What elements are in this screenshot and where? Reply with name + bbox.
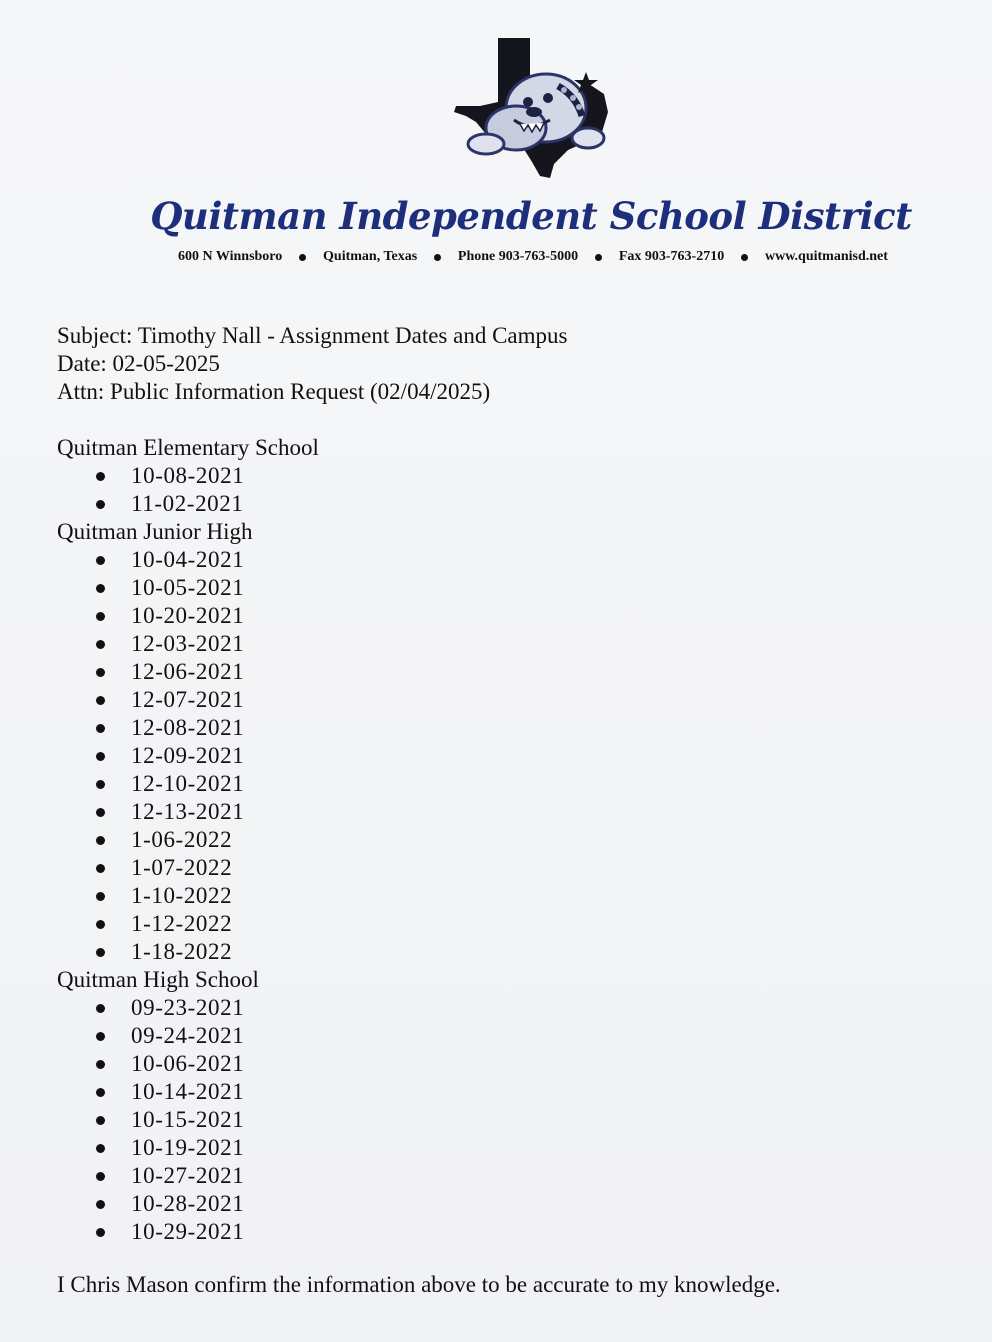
assignment-date: 12-10-2021 <box>131 771 245 796</box>
school-section-high-school <box>57 966 957 1246</box>
date-list-item <box>57 1134 957 1162</box>
date-list-item <box>57 1190 957 1218</box>
date-list-item <box>57 742 957 770</box>
bullet-icon <box>96 808 105 817</box>
date-list <box>57 546 957 966</box>
assignment-date: 11-02-2021 <box>131 491 244 516</box>
date-list <box>57 462 957 518</box>
bullet-icon <box>96 1088 105 1097</box>
confirmation-statement: I Chris Mason confirm the information above to be accurate to my knowledge. <box>57 1272 781 1297</box>
date-list-item <box>57 770 957 798</box>
date-list-item <box>57 658 957 686</box>
assignment-date: 09-24-2021 <box>131 1023 245 1048</box>
bullet-icon <box>96 1144 105 1153</box>
school-section-elementary <box>57 434 957 518</box>
bullet-icon <box>96 1172 105 1181</box>
bullet-icon <box>96 948 105 957</box>
district-website: www.quitmanisd.net <box>764 249 888 264</box>
bullet-icon <box>96 1032 105 1041</box>
texas-bulldog-logo-icon <box>446 36 616 178</box>
assignment-date: 12-13-2021 <box>131 799 245 824</box>
date-list-item <box>57 994 957 1022</box>
date-list-item <box>57 602 957 630</box>
bullet-icon <box>96 640 105 649</box>
bullet-icon <box>96 584 105 593</box>
assignment-date: 1-10-2022 <box>131 883 233 908</box>
date-list-item <box>57 1218 957 1246</box>
separator-dot-icon <box>595 254 602 261</box>
bullet-icon <box>96 1228 105 1237</box>
date-list-item <box>57 714 957 742</box>
assignment-date: 10-28-2021 <box>131 1191 245 1216</box>
assignment-date: 1-12-2022 <box>131 911 233 936</box>
assignment-date: 10-27-2021 <box>131 1163 245 1188</box>
assignment-date: 12-09-2021 <box>131 743 245 768</box>
subject-line: Subject: Timothy Nall - Assignment Dates and Campus <box>57 323 568 348</box>
bullet-icon <box>96 1116 105 1125</box>
date-list-item <box>57 630 957 658</box>
date-list-item <box>57 1078 957 1106</box>
bullet-icon <box>96 864 105 873</box>
letter-body <box>57 322 957 1246</box>
attn-line: Attn: Public Information Request (02/04/2025) <box>57 379 491 404</box>
bullet-icon <box>96 920 105 929</box>
bullet-icon <box>96 836 105 845</box>
date-list-item <box>57 882 957 910</box>
assignment-date: 10-14-2021 <box>131 1079 245 1104</box>
assignment-date: 12-03-2021 <box>131 631 245 656</box>
assignment-date: 12-07-2021 <box>131 687 245 712</box>
bullet-icon <box>96 724 105 733</box>
date-list-item <box>57 910 957 938</box>
assignment-date: 10-04-2021 <box>131 547 245 572</box>
assignment-date: 10-06-2021 <box>131 1051 245 1076</box>
spacer <box>57 406 957 434</box>
assignment-date: 10-29-2021 <box>131 1219 245 1244</box>
assignment-date: 09-23-2021 <box>131 995 245 1020</box>
school-heading: Quitman Elementary School <box>57 435 319 460</box>
assignment-date: 10-15-2021 <box>131 1107 245 1132</box>
assignment-date: 1-18-2022 <box>131 939 233 964</box>
assignment-date: 10-08-2021 <box>131 463 245 488</box>
assignment-date: 10-20-2021 <box>131 603 245 628</box>
assignment-date: 10-05-2021 <box>131 575 245 600</box>
bullet-icon <box>96 1200 105 1209</box>
separator-dot-icon <box>741 254 748 261</box>
date-list <box>57 994 957 1246</box>
date-list-item <box>57 798 957 826</box>
date-list-item <box>57 546 957 574</box>
bullet-icon <box>96 556 105 565</box>
date-list-item <box>57 462 957 490</box>
date-list-item <box>57 574 957 602</box>
assignment-date: 10-19-2021 <box>131 1135 245 1160</box>
date-list-item <box>57 1106 957 1134</box>
date-list-item <box>57 490 957 518</box>
district-city: Quitman, Texas <box>323 249 418 264</box>
school-heading: Quitman High School <box>57 967 259 992</box>
bullet-icon <box>96 1060 105 1069</box>
assignment-date: 1-06-2022 <box>131 827 233 852</box>
date-list-item <box>57 854 957 882</box>
district-name: Quitman Independent School District <box>150 194 912 238</box>
bullet-icon <box>96 472 105 481</box>
bullet-icon <box>96 780 105 789</box>
date-list-item <box>57 938 957 966</box>
assignment-date: 1-07-2022 <box>131 855 233 880</box>
bullet-icon <box>96 612 105 621</box>
bullet-icon <box>96 752 105 761</box>
separator-dot-icon <box>299 254 306 261</box>
date-list-item <box>57 826 957 854</box>
letterhead <box>0 0 992 280</box>
bullet-icon <box>96 500 105 509</box>
school-section-junior-high <box>57 518 957 966</box>
date-line: Date: 02-05-2025 <box>57 351 220 376</box>
district-address: 600 N Winnsboro <box>178 249 283 264</box>
date-list-item <box>57 1050 957 1078</box>
bullet-icon <box>96 892 105 901</box>
separator-dot-icon <box>434 254 441 261</box>
bullet-icon <box>96 696 105 705</box>
date-list-item <box>57 1162 957 1190</box>
district-phone: Phone 903-763-5000 <box>457 249 579 264</box>
contact-line <box>178 247 888 267</box>
date-list-item <box>57 686 957 714</box>
date-list-item <box>57 1022 957 1050</box>
assignment-date: 12-08-2021 <box>131 715 245 740</box>
district-fax: Fax 903-763-2710 <box>618 249 725 264</box>
bullet-icon <box>96 1004 105 1013</box>
school-heading: Quitman Junior High <box>57 519 253 544</box>
bullet-icon <box>96 668 105 677</box>
assignment-date: 12-06-2021 <box>131 659 245 684</box>
